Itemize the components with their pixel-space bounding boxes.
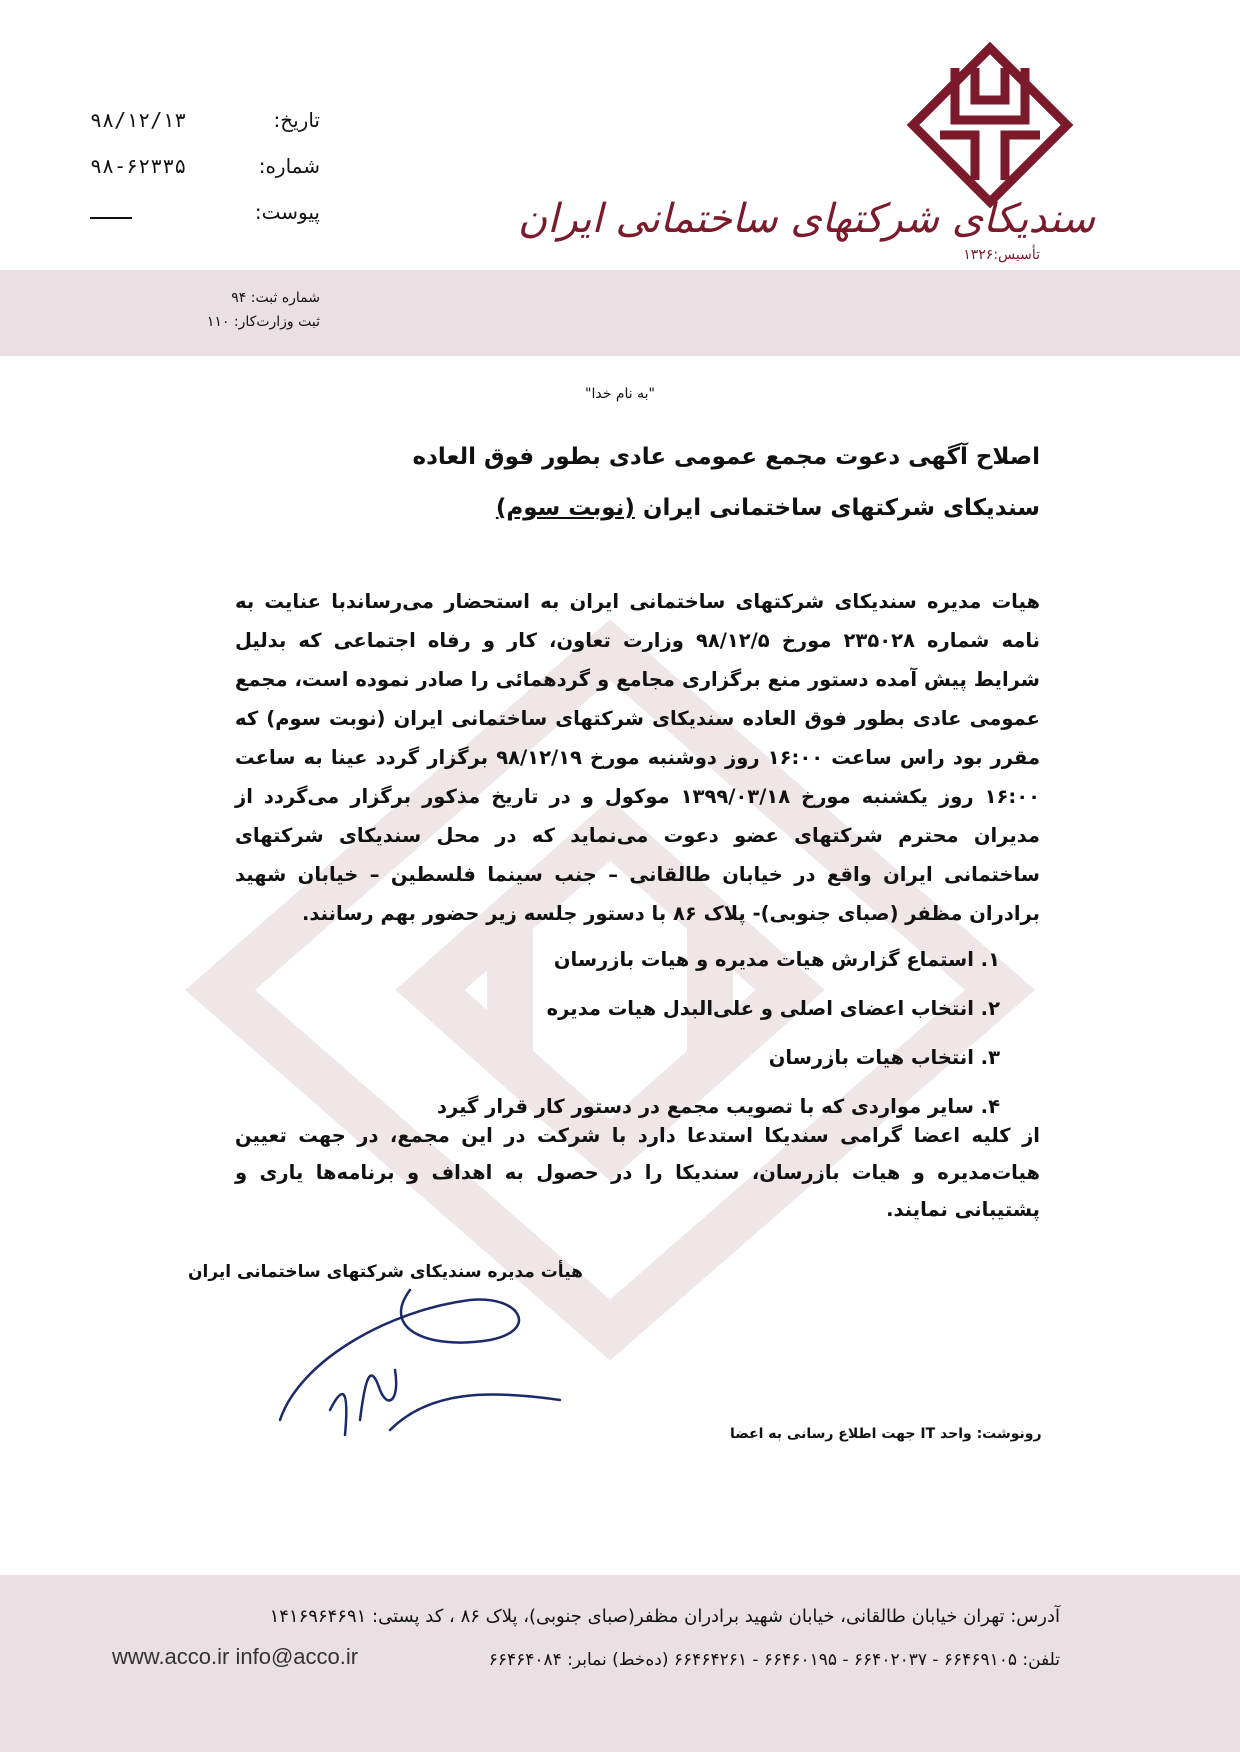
agenda-item: ۲. انتخاب اعضای اصلی و علی‌البدل هیات مدیره bbox=[546, 997, 1000, 1020]
attachment-label: پیوست: bbox=[254, 200, 320, 224]
registration-number: شماره ثبت: ۹۴ bbox=[231, 290, 320, 306]
agenda-list bbox=[300, 935, 1000, 1131]
closing-paragraph: از کلیه اعضا گرامی سندیکا استدعا دارد با شرکت در این مجمع، در جهت تعیین هیات‌مدیره و هیات بازرسان، سندیکا را در حصول به اهداف و برنامه‌ها یاری و پشتیبانی نمایند. bbox=[235, 1124, 1040, 1221]
number-label: شماره: bbox=[258, 154, 320, 178]
body-paragraph: هیات مدیره سندیکای شرکتهای ساختمانی ایران به استحضار می‌رساندبا عنایت به نامه شماره ۲۳۵۰۲۸ مورخ ۹۸/۱۲/۵ وزارت تعاون، کار و رفاه اجتماعی که بدلیل شرایط پیش آمده دستور منع برگزاری مجامع و گردهمائی را صادر نموده است، مجمع عمومی عادی بطور فوق العاده سندیکای شرکتهای ساختمانی ایران (نوبت سوم) که مقرر بود راس ساعت ۱۶:۰۰ روز دوشنبه مورخ ۹۸/۱۲/۱۹ برگزار گردد عینا به ساعت ۱۶:۰۰ روز یکشنبه مورخ ۱۳۹۹/۰۳/۱۸ موکول و در تاریخ مذکور برگزار می‌گردد از مدیران محترم شرکتهای عضو دعوت می‌نماید که در محل سندیکای شرکتهای ساختمانی ایران واقع در خیابان طالقانی – جنب سینما فلسطین – خیابان شهید برادران مظفر (صبای جنوبی)- پلاک ۸۶ با دستور جلسه زیر حضور بهم رسانند. bbox=[235, 590, 1041, 925]
agenda-item: ۳. انتخاب هیات بازرسان bbox=[768, 1046, 1000, 1069]
footer-phones: تلفن: ۶۶۴۶۹۱۰۵ - ۶۶۴۰۲۰۳۷ - ۶۶۴۶۰۱۹۵ - ۶۶۴۶۴۲۶۱ (ده‌خط) نمابر: ۶۶۴۶۴۰۸۴ bbox=[488, 1650, 1060, 1670]
carbon-copy: رونوشت: واحد IT جهت اطلاع رسانی به اعضا bbox=[730, 1426, 1042, 1442]
agenda-item: ۱. استماع گزارش هیات مدیره و هیات بازرسان bbox=[553, 948, 1000, 971]
signature-title: هیأت مدیره سندیکای شرکتهای ساختمانی ایران bbox=[188, 1262, 583, 1282]
footer-web[interactable]: www.acco.ir info@acco.ir bbox=[112, 1644, 359, 1669]
date-row bbox=[90, 108, 320, 154]
attachment-row bbox=[90, 200, 320, 246]
title-line-1: اصلاح آگهی دعوت مجمع عمومی عادی بطور فوق العاده bbox=[412, 444, 1040, 470]
date-value: ۹۸/۱۲/۱۳ bbox=[90, 108, 187, 132]
footer-address: آدرس: تهران خیابان طالقانی، خیابان شهید برادران مظفر(صبای جنوبی)، پلاک ۸۶ ، کد پستی: ۱۴۱۶۹۶۴۶۹۱ bbox=[269, 1606, 1060, 1627]
letter-meta bbox=[90, 108, 320, 246]
ministry-registration: ثبت وزارت‌کار: ۱۱۰ bbox=[206, 314, 320, 330]
title-line-2 bbox=[140, 495, 1040, 521]
handwritten-signature bbox=[270, 1270, 570, 1450]
attachment-value bbox=[90, 209, 132, 219]
title-line-2-text: سندیکای شرکتهای ساختمانی ایران bbox=[634, 495, 1040, 521]
registration-info bbox=[160, 286, 320, 334]
title-underlined: (نوبت سوم) bbox=[495, 495, 635, 521]
syndicate-logo bbox=[905, 40, 1075, 210]
logo-wordmark: سندیکای شرکتهای ساختمانی ایران bbox=[517, 196, 1095, 242]
agenda-item: ۴. سایر مواردی که با تصویب مجمع در دستور کار قرار گیرد bbox=[436, 1095, 1000, 1118]
basmala: "به نام خدا" bbox=[585, 386, 655, 402]
date-label: تاریخ: bbox=[273, 108, 320, 132]
number-row bbox=[90, 154, 320, 200]
founding-year: تأسیس:۱۳۲۶ bbox=[963, 247, 1040, 263]
number-value: ۹۸-۶۲۳۳۵ bbox=[90, 154, 187, 178]
